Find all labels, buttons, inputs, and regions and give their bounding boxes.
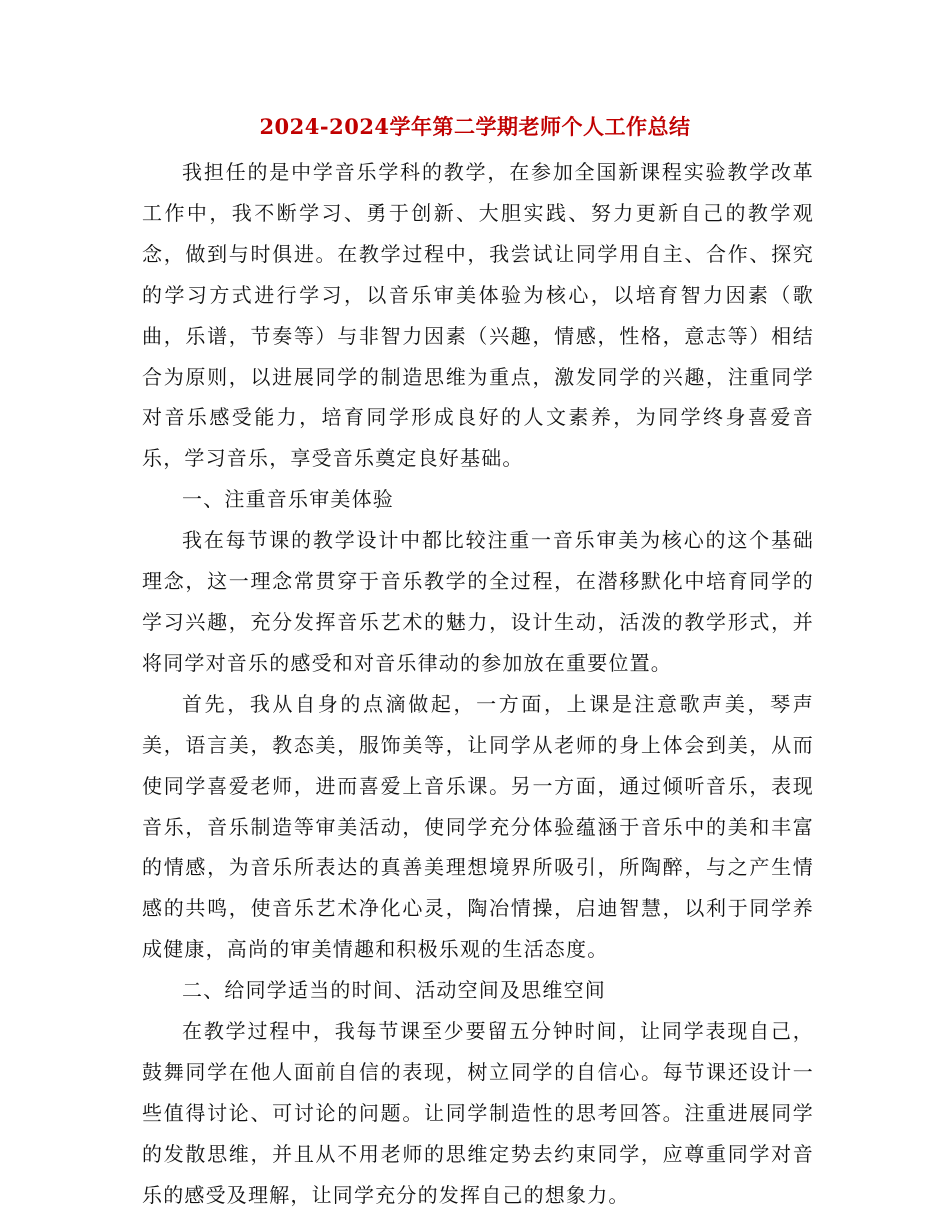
section-2-paragraph-1: 在教学过程中，我每节课至少要留五分钟时间，让同学表现自己，鼓舞同学在他人面前自信的表现，树立同学的自信心。每节课还设计一些值得讨论、可讨论的问题。让同学制造性的思考回答。注重进展同学的发散思维，并且从不用老师的思维定势去约束同学，应尊重同学对音乐的感受及理解，让同学充分的发挥自己的想象力。 — [142, 1019, 814, 1207]
section-1-paragraph-1: 我在每节课的教学设计中都比较注重一音乐审美为核心的这个基础理念，这一理念常贯穿于音乐教学的全过程，在潜移默化中培育同学的学习兴趣，充分发挥音乐艺术的魅力，设计生动，活泼的教学形式，并将同学对音乐的感受和对音乐律动的参加放在重要位置。 — [142, 528, 814, 675]
document-title: 2024-2024学年第二学期老师个人工作总结 — [259, 114, 691, 139]
intro-paragraph: 我担任的是中学音乐学科的教学，在参加全国新课程实验教学改革工作中，我不断学习、勇于创新、大胆实践、努力更新自己的教学观念，做到与时俱进。在教学过程中，我尝试让同学用自主、合作、探究的学习方式进行学习，以音乐审美体验为核心，以培育智力因素（歌曲，乐谱，节奏等）与非智力因素（兴趣，情感，性格，意志等）相结合为原则，以进展同学的制造思维为重点，激发同学的兴趣，注重同学对音乐感受能力，培育同学形成良好的人文素养，为同学终身喜爱音乐，学习音乐，享受音乐奠定良好基础。 — [142, 160, 814, 471]
document-body — [142, 152, 814, 1216]
section-heading-1: 一、注重音乐审美体验 — [182, 487, 394, 512]
section-1-paragraph-2: 首先，我从自身的点滴做起，一方面，上课是注意歌声美，琴声美，语言美，教态美，服饰美等，让同学从老师的身上体会到美，从而使同学喜爱老师，进而喜爱上音乐课。另一方面，通过倾听音乐，表现音乐，音乐制造等审美活动，使同学充分体验蕴涵于音乐中的美和丰富的情感，为音乐所表达的真善美理想境界所吸引，所陶醉，与之产生情感的共鸣，使音乐艺术净化心灵，陶冶情操，启迪智慧，以利于同学养成健康，高尚的审美情趣和积极乐观的生活态度。 — [142, 691, 814, 962]
section-heading-2: 二、给同学适当的时间、活动空间及思维空间 — [182, 978, 606, 1003]
